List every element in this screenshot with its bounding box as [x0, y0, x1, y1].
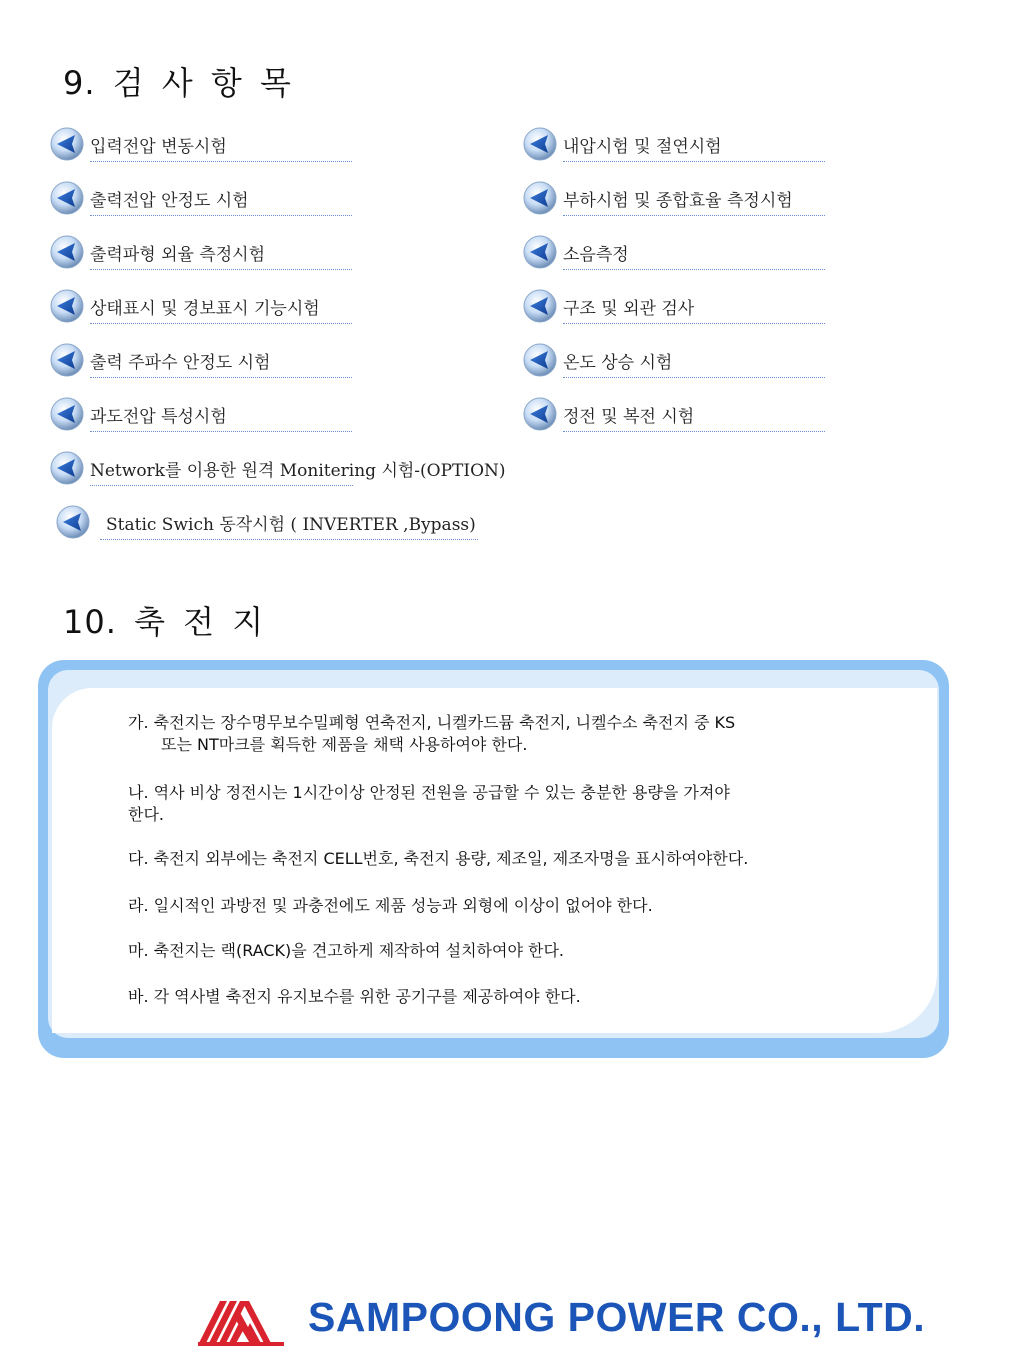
inspection-item-label: Network를 이용한 원격 Monitering 시험-(OPTION) — [90, 460, 506, 481]
arrow-bullet-icon — [523, 289, 557, 323]
inspection-item — [100, 505, 478, 540]
requirement-text-continued: 또는 NT마크를 획득한 제품을 채택 사용하여야 한다. — [161, 735, 528, 754]
requirement-paragraph — [128, 712, 888, 756]
inspection-item — [563, 343, 825, 378]
inspection-item-label: 구조 및 외관 검사 — [563, 298, 695, 319]
inspection-item — [90, 127, 352, 162]
requirement-text: 라. 일시적인 과방전 및 과충전에도 제품 성능과 외형에 이상이 없어야 한다. — [128, 896, 653, 915]
requirement-text: 바. 각 역사별 축전지 유지보수를 위한 공기구를 제공하여야 한다. — [128, 987, 581, 1006]
inspection-item-label: 출력 주파수 안정도 시험 — [90, 352, 271, 373]
inspection-item-label: 부하시험 및 종합효율 측정시험 — [563, 190, 793, 211]
inspection-item-label: 온도 상승 시험 — [563, 352, 673, 373]
arrow-bullet-icon — [50, 127, 84, 161]
inspection-item — [90, 397, 352, 432]
requirement-text: 다. 축전지 외부에는 축전지 CELL번호, 축전지 용량, 제조일, 제조자명을 표시하여야한다. — [128, 849, 749, 868]
requirement-paragraph — [128, 848, 888, 870]
sampoong-logo-icon — [198, 1287, 284, 1347]
inspection-item — [90, 343, 352, 378]
arrow-bullet-icon — [50, 289, 84, 323]
inspection-item — [90, 235, 352, 270]
arrow-bullet-icon — [50, 343, 84, 377]
arrow-bullet-icon — [50, 451, 84, 485]
requirement-text: 가. 축전지는 장수명무보수밀폐형 연축전지, 니켈카드뮴 축전지, 니켈수소 축전지 중 KS — [128, 713, 736, 732]
inspection-item-label: 출력파형 외율 측정시험 — [90, 244, 266, 265]
inspection-item — [563, 397, 825, 432]
inspection-item — [563, 289, 825, 324]
company-name: SAMPOONG POWER CO., LTD. — [308, 1293, 926, 1340]
inspection-item-label: 입력전압 변동시험 — [90, 136, 227, 157]
inspection-item — [563, 235, 825, 270]
inspection-item-label: 정전 및 복전 시험 — [563, 406, 695, 427]
requirement-paragraph — [128, 986, 888, 1008]
requirement-paragraph — [128, 940, 888, 962]
arrow-bullet-icon — [523, 235, 557, 269]
requirement-paragraph — [128, 782, 888, 826]
company-logo — [178, 1282, 972, 1352]
inspection-item — [563, 181, 825, 216]
inspection-item-label: 상태표시 및 경보표시 기능시험 — [90, 298, 320, 319]
requirement-paragraph — [128, 895, 888, 917]
inspection-item-label: 내압시험 및 절연시험 — [563, 136, 722, 157]
section-10-title: 10. 축 전 지 — [63, 603, 265, 641]
requirement-text: 나. 역사 비상 정전시는 1시간이상 안정된 전원을 공급할 수 있는 충분한 용량을 가져야 — [128, 783, 730, 802]
inspection-item — [90, 181, 352, 216]
requirement-text-continued: 한다. — [128, 805, 164, 824]
inspection-item-label: 소음측정 — [563, 244, 629, 265]
inspection-item — [563, 127, 825, 162]
inspection-item — [90, 451, 506, 486]
arrow-bullet-icon — [50, 235, 84, 269]
arrow-bullet-icon — [50, 397, 84, 431]
arrow-bullet-icon — [56, 505, 100, 539]
arrow-bullet-icon — [523, 343, 557, 377]
inspection-item-label: Static Swich 동작시험 ( INVERTER ,Bypass) — [106, 514, 476, 535]
arrow-bullet-icon — [523, 127, 557, 161]
arrow-bullet-icon — [50, 181, 84, 215]
inspection-item-label: 과도전압 특성시험 — [90, 406, 227, 427]
arrow-bullet-icon — [523, 397, 557, 431]
requirement-text: 마. 축전지는 랙(RACK)을 견고하게 제작하여 설치하여야 한다. — [128, 941, 565, 960]
inspection-item — [90, 289, 352, 324]
arrow-bullet-icon — [523, 181, 557, 215]
inspection-item-label: 출력전압 안정도 시험 — [90, 190, 249, 211]
section-9-title: 9. 검 사 항 목 — [63, 64, 292, 102]
